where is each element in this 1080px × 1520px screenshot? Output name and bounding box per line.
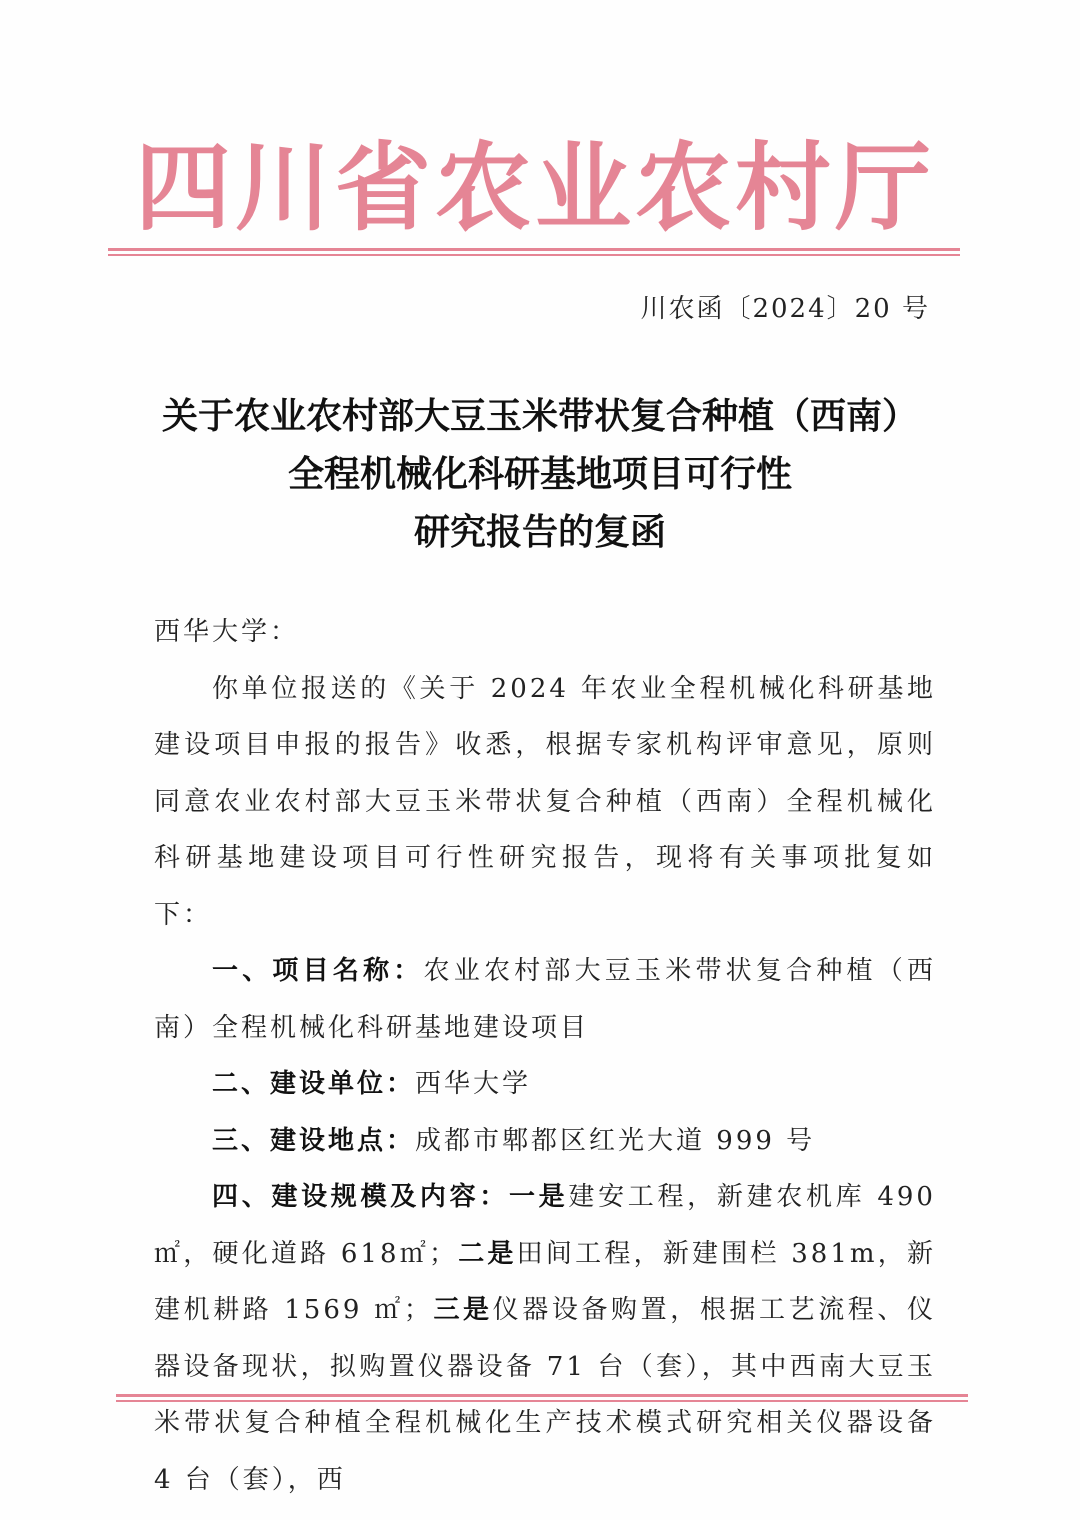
document-body: [154, 604, 936, 1508]
organization-letterhead: 四川省农业农村厅: [135, 132, 935, 244]
sub-item-value: 建安工程，新建农机库 490㎡，硬化道路 618㎡；: [154, 1182, 936, 1269]
item-project-name: [154, 943, 936, 1056]
item-label: 二、建设单位：: [212, 1069, 416, 1099]
sub-item-value: 仪器设备购置，根据工艺流程、仪器设备现状，拟购置仪器设备 71 台（套），其中西南大豆玉米带状复合种植全程机械化生产技术模式研究相关仪器设备 4 台（套），西: [154, 1295, 936, 1495]
intro-paragraph: 你单位报送的《关于 2024 年农业全程机械化科研基地建设项目申报的报告》收悉，根据专家机构评审意见，原则同意农业农村部大豆玉米带状复合种植（西南）全程机械化科研基地建设项目可行性研究报告，现将有关事项批复如下：: [154, 673, 936, 930]
item-value: 成都市郫都区红光大道 999 号: [415, 1125, 816, 1156]
item-construction-site: [154, 1113, 936, 1170]
sub-item-label: 二是: [457, 1238, 517, 1269]
letterhead-red-rule: [108, 248, 960, 251]
title-line-3: 研究报告的复函: [413, 512, 666, 553]
sub-item-value: 田间工程，新建围栏 381m，新建机耕路 1569 ㎡；: [154, 1238, 936, 1325]
item-construction-scale: [154, 1169, 936, 1508]
item-label: 三、建设地点：: [212, 1125, 416, 1156]
item-construction-unit: [154, 1056, 936, 1113]
document-number: 川农函〔2024〕20 号: [640, 294, 930, 324]
sub-item-label: 一是: [508, 1182, 569, 1212]
title-line-2: 全程机械化科研基地项目可行性: [287, 454, 792, 495]
footer-red-rule-secondary: [116, 1400, 968, 1402]
addressee: 西华大学：: [154, 617, 300, 647]
item-value: 西华大学: [415, 1069, 532, 1099]
item-value: 农业农村部大豆玉米带状复合种植（西南）全程机械化科研基地建设项目: [154, 956, 936, 1043]
title-line-1: 关于农业农村部大豆玉米带状复合种植（西南）: [161, 396, 918, 437]
letterhead-red-rule-secondary: [108, 254, 960, 256]
document-title: [120, 388, 960, 562]
sub-item-label: 三是: [432, 1295, 493, 1325]
item-label: 四、建设规模及内容：: [212, 1182, 509, 1212]
item-label: 一、项目名称：: [212, 956, 424, 986]
footer-red-rule: [116, 1394, 968, 1397]
